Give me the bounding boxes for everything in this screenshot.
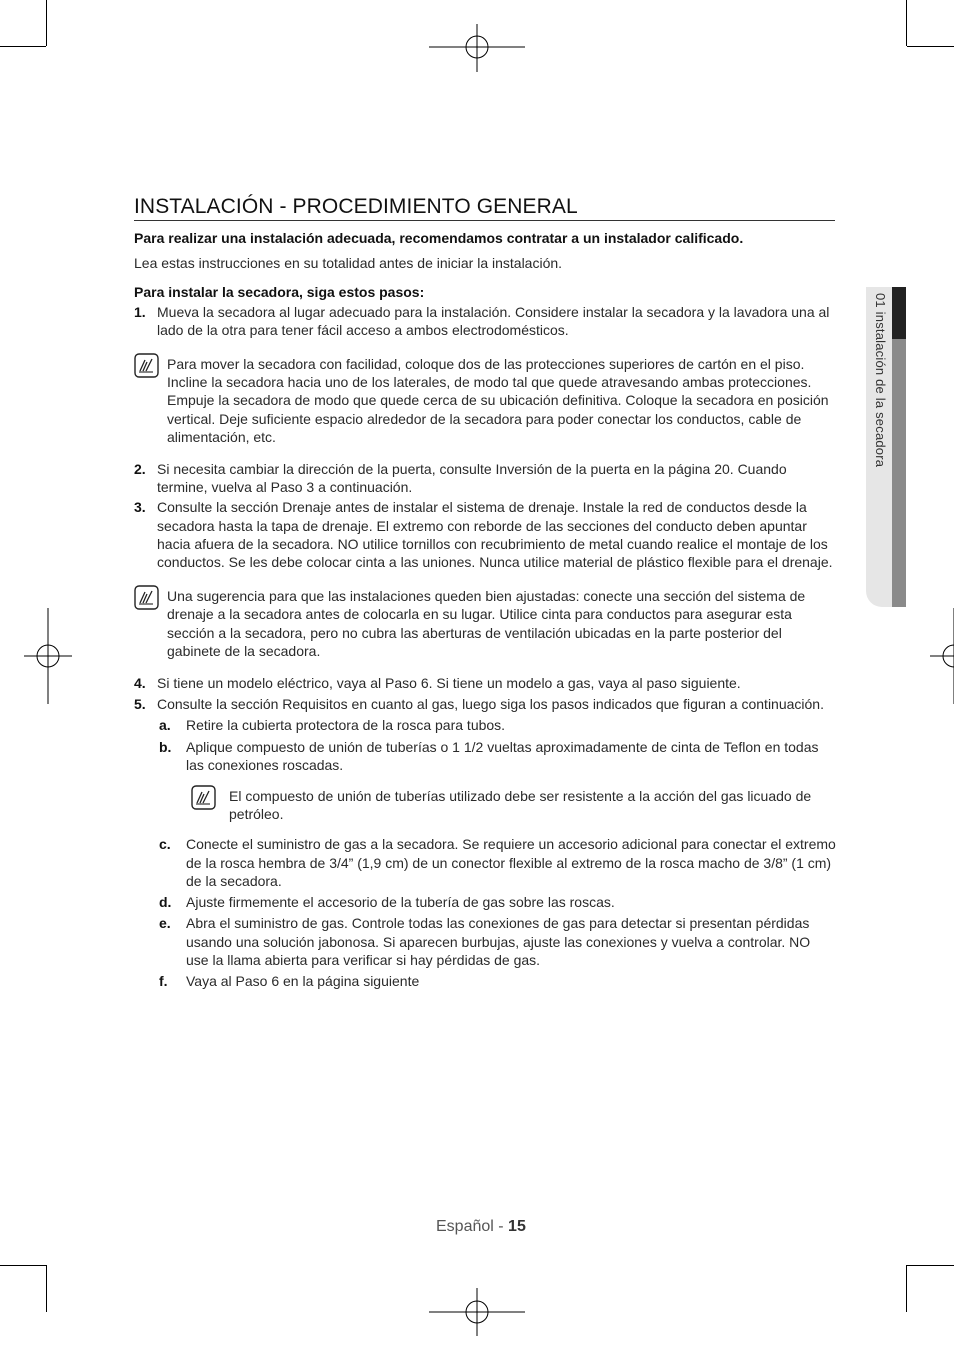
crop-mark-tr-h xyxy=(907,46,954,47)
step-text: Consulte la sección Drenaje antes de instalar el sistema de drenaje. Instale la red de conductos desde la secadora hasta la tapa de drenaje. El extremo con reborde de las secciones del conducto deben apuntar hacia afuera de la secadora. NO utilice tornillos con recubrimiento de metal cuando realice el montaje de los conductos. Se les debe colocar cinta a las uniones. Nunca utilice material de plástico flexible para el drenaje. xyxy=(157,499,833,571)
substep-a xyxy=(134,716,836,734)
step-number: 4. xyxy=(134,675,146,692)
registration-mark-bottom-icon xyxy=(429,1264,525,1360)
substep-d xyxy=(134,893,836,911)
step-text: Mueva la secadora al lugar adecuado para la instalación. Considere instalar la secadora y la lavadora una al lado de la otra para tener fácil acceso a ambos electrodomésticos. xyxy=(157,303,830,338)
note-pencil-icon xyxy=(134,585,159,614)
registration-mark-right-icon xyxy=(906,608,954,704)
substep-letter: b. xyxy=(159,738,172,755)
crop-mark-tl-v xyxy=(46,0,47,46)
note-1 xyxy=(134,355,836,446)
substep-f xyxy=(134,972,836,990)
note-3 xyxy=(191,787,836,823)
substep-text: Retire la cubierta protectora de la rosca para tubos. xyxy=(186,717,506,734)
note-text: Para mover la secadora con facilidad, coloque dos de las protecciones superiores de cartón en el piso. Incline la secadora hacia uno de los laterales, de modo tal que quede atravesando ambas protecciones. Empuje la secadora de modo que quede cerca de su ubicación definitiva. Coloque la secadora en posición vertical. Deje suficiente espacio alrededor de la secadora para poder conectar los conductos, cable de alimentación, etc. xyxy=(167,356,829,445)
steps-heading: Para instalar la secadora, siga estos pasos: xyxy=(134,284,425,301)
note-text: El compuesto de unión de tuberías utilizado debe ser resistente a la acción del gas licuado de petróleo. xyxy=(229,788,812,823)
intro-bold-text: Para realizar una instalación adecuada, recomendamos contratar a un instalador calificado. xyxy=(134,230,744,246)
chapter-tab-marker xyxy=(892,287,906,339)
intro-text: Lea estas instrucciones en su totalidad antes de iniciar la instalación. xyxy=(134,255,563,272)
step-text: Si tiene un modelo eléctrico, vaya al Paso 6. Si tiene un modelo a gas, vaya al paso siguiente. xyxy=(157,675,741,692)
substep-text: Abra el suministro de gas. Controle todas las conexiones de gas para detectar si presentan pérdidas usando una solución jabonosa. Si aparecen burbujas, ajuste las conexiones y vuelva a controlar. NO use la llama abierta para verificar si hay pérdidas de gas. xyxy=(186,915,811,968)
crop-mark-bl-h xyxy=(0,1265,46,1266)
crop-mark-tr-v xyxy=(906,0,907,46)
substep-text: Aplique compuesto de unión de tuberías o 1 1/2 vueltas aproximadamente de cinta de Teflon en todas las conexiones roscadas. xyxy=(186,738,819,773)
note-text: Una sugerencia para que las instalaciones queden bien ajustadas: conecte una sección del sistema de drenaje a la secadora antes de colocarla en su lugar. Utilice cinta para conductos para asegurar esta sección a la secadora, pero no cubra las aberturas de ventilación ubicadas en la parte posterior del gabinete de la secadora. xyxy=(167,588,806,659)
substep-b xyxy=(134,738,836,774)
substep-letter: d. xyxy=(159,894,172,911)
crop-mark-br-v xyxy=(906,1265,907,1312)
step-3 xyxy=(134,498,836,571)
step-number: 5. xyxy=(134,696,146,713)
substep-text: Conecte el suministro de gas a la secadora. Se requiere un accesorio adicional para conectar el extremo de la rosca hembra de 3/4” (1,9 cm) de un conector flexible al extremo de la rosca macho de 3/8” (1 cm) de la secadora. xyxy=(186,836,836,889)
crop-mark-tl-h xyxy=(0,46,46,47)
registration-mark-top-icon xyxy=(429,0,525,96)
note-2 xyxy=(134,587,836,660)
substep-text: Ajuste firmemente el accesorio de la tubería de gas sobre las roscas. xyxy=(186,894,615,911)
step-number: 1. xyxy=(134,303,146,320)
substep-letter: e. xyxy=(159,915,171,932)
step-5 xyxy=(134,695,836,713)
step-number: 3. xyxy=(134,499,146,516)
note-pencil-icon xyxy=(134,353,159,382)
substep-letter: c. xyxy=(159,836,171,853)
page-number: 15 xyxy=(508,1218,526,1235)
step-text: Consulte la sección Requisitos en cuanto al gas, luego siga los pasos indicados que figuran a continuación. xyxy=(157,696,824,713)
main-content xyxy=(134,229,836,990)
step-2 xyxy=(134,460,836,496)
step-1 xyxy=(134,303,836,339)
substep-letter: a. xyxy=(159,717,171,734)
step-4 xyxy=(134,674,836,692)
substep-e xyxy=(134,914,836,969)
page-footer xyxy=(436,1218,526,1236)
page-title: INSTALACIÓN - PROCEDIMIENTO GENERAL xyxy=(134,194,835,221)
substep-text: Vaya al Paso 6 en la página siguiente xyxy=(186,972,420,989)
chapter-side-label: 01 instalación de la secadora xyxy=(873,293,888,468)
chapter-tab-bar xyxy=(892,339,906,607)
substep-letter: f. xyxy=(159,972,168,989)
registration-mark-left-icon xyxy=(0,608,96,704)
step-number: 2. xyxy=(134,461,146,478)
footer-language: Español xyxy=(436,1218,494,1235)
crop-mark-br-h xyxy=(907,1265,954,1266)
note-pencil-icon xyxy=(191,785,216,814)
step-text: Si necesita cambiar la dirección de la puerta, consulte Inversión de la puerta en la página 20. Cuando termine, vuelva al Paso 3 a continuación. xyxy=(157,461,787,496)
crop-mark-bl-v xyxy=(46,1265,47,1312)
footer-separator: - xyxy=(493,1218,509,1235)
substep-c xyxy=(134,835,836,890)
